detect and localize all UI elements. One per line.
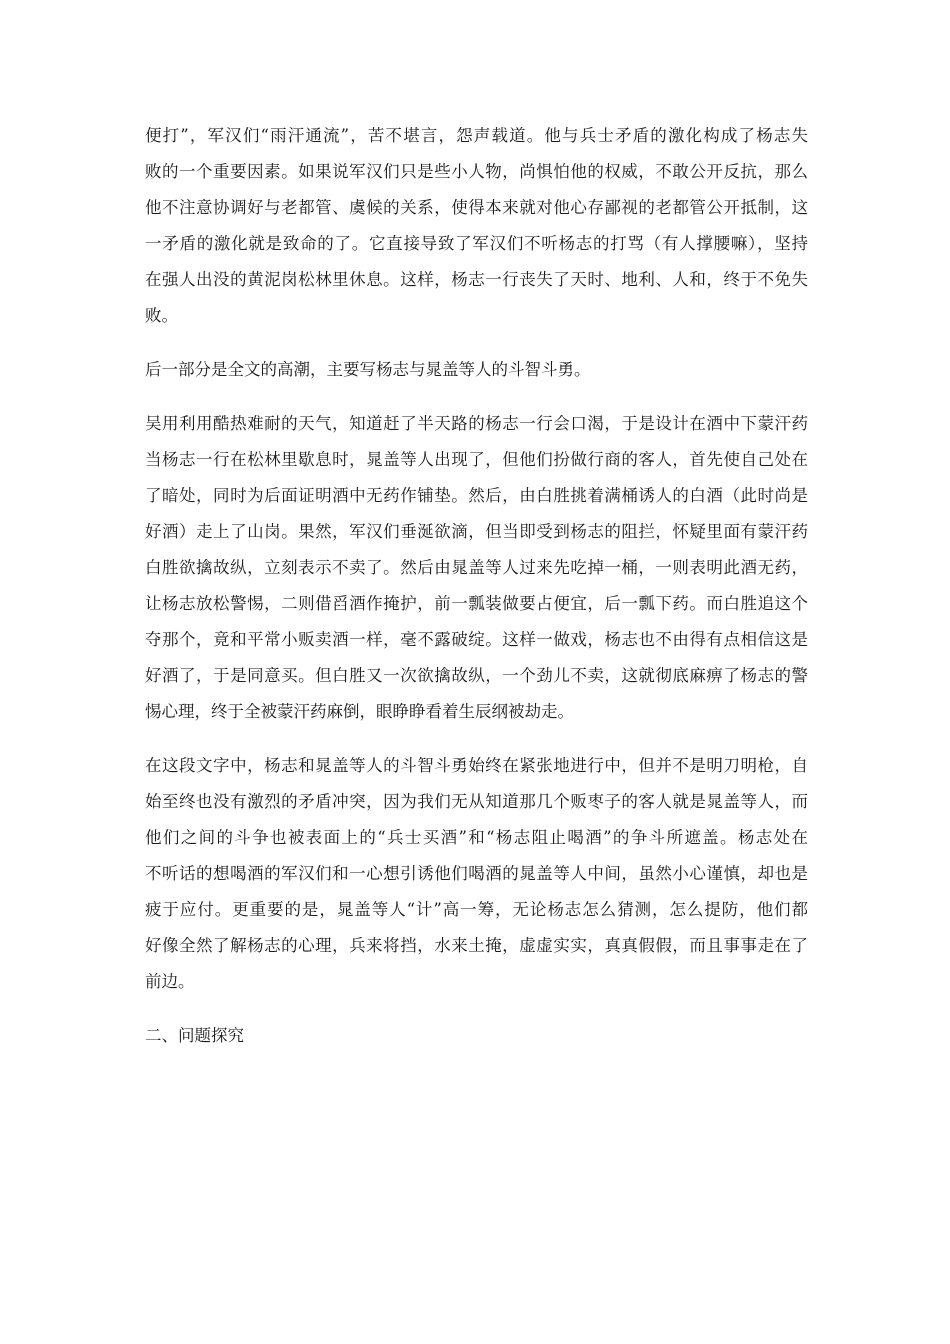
text-line: 吴用利用酷热难耐的天气，知道赶了半天路的杨志一行会口渴，于是设计在酒中下蒙汗药	[145, 414, 808, 433]
paragraph	[145, 118, 808, 334]
text-line: 后一部分是全文的高潮，主要写杨志与晁盖等人的斗智斗勇。	[145, 360, 591, 379]
text-line: 好像全然了解杨志的心理，兵来将挡，水来土掩，虚虚实实，真真假假，而且事事走在了	[145, 936, 808, 955]
paragraph-gap	[145, 730, 808, 748]
text-line: 让杨志放松警惕，二则借舀酒作掩护，前一瓢装做要占便宜，后一瓢下药。而白胜追这个	[145, 594, 808, 613]
text-line: 二、问题探究	[145, 1026, 244, 1045]
text-line: 败的一个重要因素。如果说军汉们只是些小人物，尚惧怕他的权威，不敢公开反抗，那么	[145, 162, 808, 181]
text-line: 在这段文字中，杨志和晁盖等人的斗智斗勇始终在紧张地进行中，但并不是明刀明枪，自	[145, 756, 808, 775]
paragraph	[145, 352, 808, 388]
text-line: 好酒了，于是同意买。但白胜又一次欲擒故纵，一个劲儿不卖，这就彻底麻痹了杨志的警	[145, 666, 808, 685]
text-line: 始至终也没有激烈的矛盾冲突，因为我们无从知道那几个贩枣子的客人就是晁盖等人，而	[145, 792, 808, 811]
text-line: 一矛盾的激化就是致命的了。它直接导致了军汉们不听杨志的打骂（有人撑腰嘛），坚持	[145, 234, 808, 253]
paragraph	[145, 748, 808, 1000]
text-line: 便打”，军汉们“雨汗通流”，苦不堪言，怨声载道。他与兵士矛盾的激化构成了杨志失	[145, 126, 808, 145]
paragraph-gap	[145, 334, 808, 352]
text-line: 当杨志一行在松林里歇息时，晁盖等人出现了，但他们扮做行商的客人，首先使自己处在	[145, 450, 808, 469]
text-line: 前边。	[145, 972, 195, 991]
text-line: 了暗处，同时为后面证明酒中无药作铺垫。然后，由白胜挑着满桶诱人的白酒（此时尚是	[145, 486, 808, 505]
section-heading	[145, 1018, 808, 1054]
text-line: 在强人出没的黄泥岗松林里休息。这样，杨志一行丧失了天时、地利、人和，终于不免失	[145, 270, 808, 289]
text-line: 疲于应付。更重要的是，晁盖等人“计”高一筹，无论杨志怎么猜测，怎么提防，他们都	[145, 900, 808, 919]
paragraph-gap	[145, 1000, 808, 1018]
document-body	[145, 118, 808, 1054]
paragraph-gap	[145, 388, 808, 406]
text-line: 好酒）走上了山岗。果然，军汉们垂涎欲滴，但当即受到杨志的阻拦，怀疑里面有蒙汗药	[145, 522, 808, 541]
text-line: 白胜欲擒故纵，立刻表示不卖了。然后由晁盖等人过来先吃掉一桶，一则表明此酒无药，	[145, 558, 808, 577]
paragraph	[145, 406, 808, 730]
text-line: 他不注意协调好与老都管、虞候的关系，使得本来就对他心存鄙视的老都管公开抵制，这	[145, 198, 808, 217]
text-line: 败。	[145, 306, 178, 325]
text-line: 惕心理，终于全被蒙汗药麻倒，眼睁睁看着生辰纲被劫走。	[145, 702, 574, 721]
text-line: 夺那个，竟和平常小贩卖酒一样，毫不露破绽。这样一做戏，杨志也不由得有点相信这是	[145, 630, 808, 649]
text-line: 他们之间的斗争也被表面上的“兵士买酒”和“杨志阻止喝酒”的争斗所遮盖。杨志处在	[145, 828, 808, 847]
text-line: 不听话的想喝酒的军汉们和一心想引诱他们喝酒的晁盖等人中间，虽然小心谨慎，却也是	[145, 864, 808, 883]
